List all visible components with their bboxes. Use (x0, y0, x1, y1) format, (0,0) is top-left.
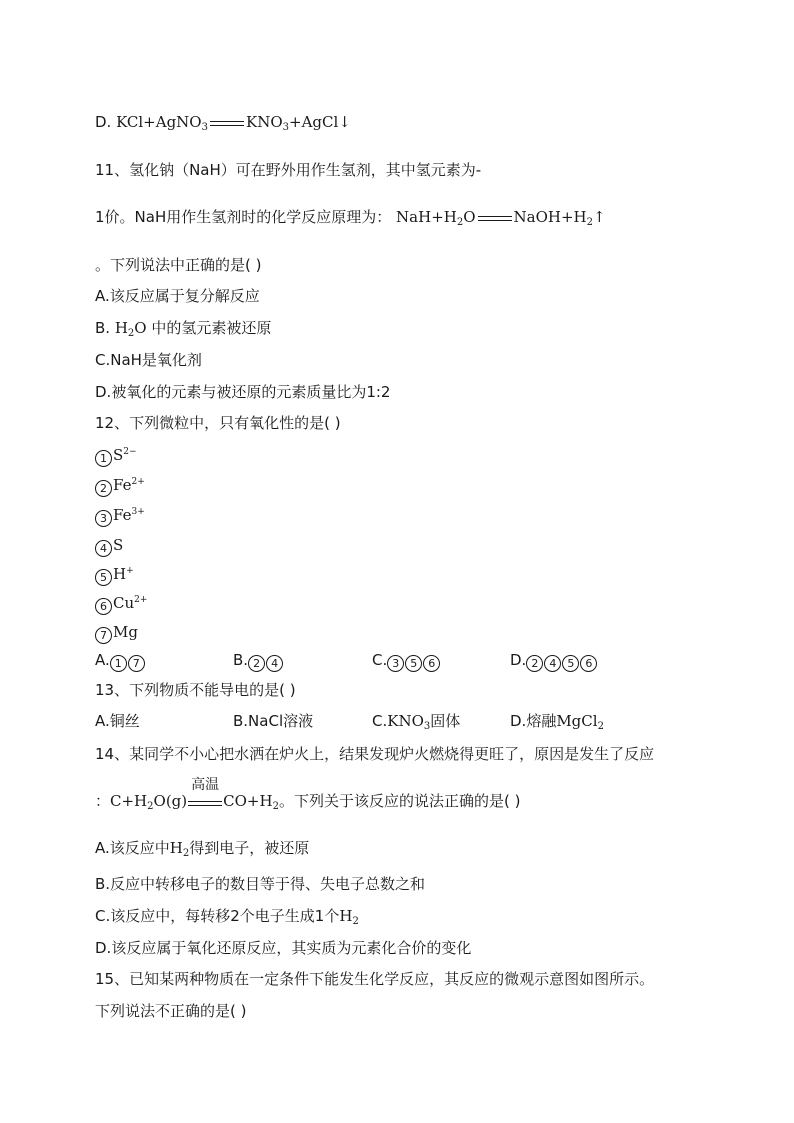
option-letter: B. (233, 651, 249, 669)
particle-symbol: S (113, 446, 124, 464)
q14-option-d: D.该反应属于氧化还原反应，其实质为元素化合价的变化 (95, 939, 472, 957)
q14-stem-line2: ：$C+H_2O(g)$ 高温 $CO+H_2$。下列关于该反应的说法正确的是( ) (95, 777, 521, 812)
q12-option (510, 650, 598, 672)
q11-stem-line2: 1价。NaH用作生氢剂时的化学反应原理为： $NaH+H_2O$ $NaOH+H_2↑$ (95, 208, 606, 228)
q13-option-a: A.铜丝 (95, 712, 140, 730)
q12-particle-item (95, 564, 134, 586)
gas-arrow: ↑ (593, 208, 606, 226)
particle-symbol: Fe (113, 476, 132, 494)
circled-number: 4 (266, 655, 283, 672)
q13-stem: 13、下列物质不能导电的是( ) (95, 681, 296, 699)
q14-option-b: B.反应中转移电子的数目等于得、失电子总数之和 (95, 875, 426, 893)
q13-option-b: B.NaCl溶液 (233, 712, 314, 730)
particle-symbol: Cu (113, 594, 135, 612)
q15-stem-line2: 下列说法不正确的是( ) (95, 1002, 247, 1020)
q12-particle-item (95, 505, 145, 527)
circled-number: 4 (95, 540, 112, 557)
q11-stem-line1: 11、氢化钠（NaH）可在野外用作生氢剂，其中氢元素为- (95, 161, 482, 179)
circled-number: 7 (128, 655, 145, 672)
particle-charge: 2+ (131, 477, 145, 487)
q12-particle-item (95, 622, 138, 644)
particle-symbol: Mg (113, 623, 138, 641)
equation-water-gas: $C+H_2O(g)$ 高温 $CO+H_2$ (110, 777, 279, 812)
q12-particle-item (95, 593, 147, 615)
circled-number: 3 (387, 655, 404, 672)
circled-number: 6 (95, 598, 112, 615)
q12-option (95, 650, 146, 672)
option-letter: D. (510, 651, 527, 669)
q11-option-b: B. $H_2O$ 中的氢元素被还原 (95, 319, 272, 339)
circled-number: 2 (248, 655, 265, 672)
option-letter: A. (95, 651, 110, 669)
circled-number: 4 (544, 655, 561, 672)
particle-symbol: Fe (113, 506, 132, 524)
q12-particle-item (95, 535, 123, 557)
particle-charge: 2− (123, 447, 137, 457)
circled-number: 1 (95, 450, 112, 467)
circled-number: 1 (110, 655, 127, 672)
q14-stem-line1: 14、某同学不小心把水洒在炉火上，结果发现炉火燃烧得更旺了，原因是发生了反应 (95, 745, 655, 763)
q13-option-d: D.熔融MgCl$_2$ (510, 712, 604, 732)
circled-number: 6 (580, 655, 597, 672)
circled-number: 2 (526, 655, 543, 672)
particle-symbol: H (113, 565, 127, 583)
equation-nah-h2o: $NaH+H_2O$ $NaOH+H_2↑$ (396, 208, 606, 228)
q11-stem-line3: 。下列说法中正确的是( ) (95, 256, 262, 274)
particle-symbol: S (113, 536, 124, 554)
circled-number: 2 (95, 480, 112, 497)
circled-number: 7 (95, 627, 112, 644)
circled-number: 5 (95, 569, 112, 586)
q12-particle-item (95, 445, 137, 467)
circled-number: 5 (562, 655, 579, 672)
q11-option-c: C.NaH是氧化剂 (95, 351, 202, 369)
condition-label: 高温 (191, 777, 220, 793)
q14-option-c: C.该反应中，每转移2个电子生成1个$H_2$ (95, 907, 359, 927)
circled-number: 6 (423, 655, 440, 672)
q13-option-c: $C.KNO_3$固体 (372, 712, 461, 732)
q12-particle-item (95, 475, 145, 497)
q11-option-a: A.该反应属于复分解反应 (95, 287, 260, 305)
q12-option (233, 650, 284, 672)
reaction-condition-equals (188, 777, 222, 811)
equals-sign (478, 216, 512, 221)
q12-stem: 12、下列微粒中，只有氧化性的是( ) (95, 414, 341, 432)
q11-option-d: D.被氧化的元素与被还原的元素质量比为1:2 (95, 383, 391, 401)
particle-charge: + (126, 566, 134, 576)
q12-option (372, 650, 441, 672)
circled-number: 5 (405, 655, 422, 672)
q10-option-d (95, 112, 351, 132)
option-letter: D. (95, 113, 117, 131)
q15-stem-line1: 15、已知某两种物质在一定条件下能发生化学反应，其反应的微观示意图如图所示。 (95, 970, 655, 988)
particle-charge: 3+ (131, 507, 145, 517)
option-letter: C. (372, 651, 388, 669)
precipitate-arrow: ↓ (338, 113, 351, 131)
particle-charge: 2+ (134, 595, 148, 605)
circled-number: 3 (95, 510, 112, 527)
equation-kcl-agno3: KCl+AgNO$_3$ $KNO_3+AgCl↓$ (116, 113, 351, 133)
q14-option-a: A.该反应中$H_2$得到电子，被还原 (95, 839, 310, 859)
equals-sign (210, 121, 244, 126)
